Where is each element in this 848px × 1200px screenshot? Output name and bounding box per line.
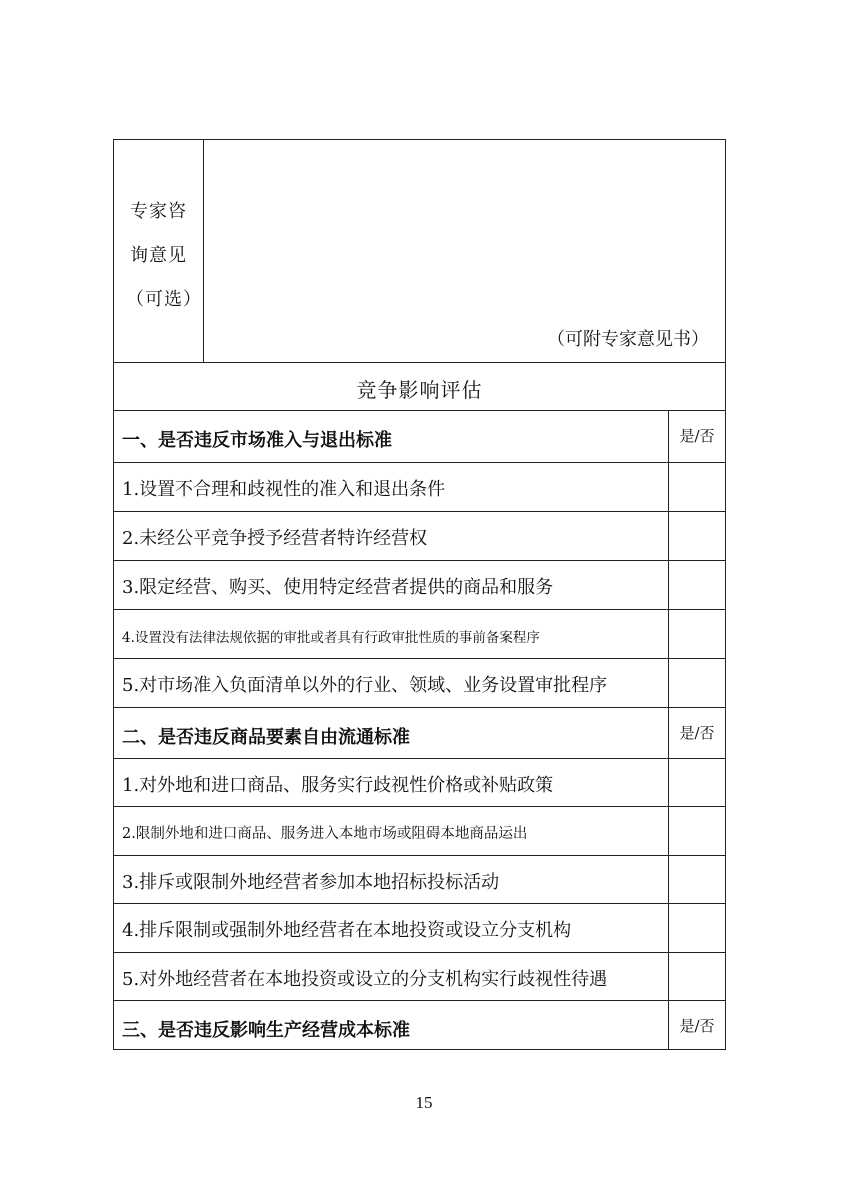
section-header-row: [114, 1000, 725, 1049]
competition-review-table: [113, 139, 726, 1050]
table-row: [114, 462, 725, 511]
criterion-text: 2.限制外地和进口商品、服务进入本地市场或阻碍本地商品运出: [122, 826, 528, 842]
section-header-row: [114, 707, 725, 758]
table-row: [114, 855, 725, 903]
yes-no-label: 是/否: [679, 1017, 715, 1035]
yes-no-answer-cell[interactable]: [668, 659, 725, 707]
criterion-text: 5.对外地经营者在本地投资或设立的分支机构实行歧视性待遇: [122, 969, 608, 990]
expert-opinion-row: [114, 140, 725, 362]
yes-no-answer-cell[interactable]: [668, 463, 725, 511]
table-row: [114, 903, 725, 952]
table-row: [114, 758, 725, 806]
criterion-text: 4.设置没有法律法规依据的审批或者具有行政审批性质的事前备案程序: [122, 630, 540, 646]
section-heading: 三、是否违反影响生产经营成本标准: [122, 1020, 410, 1041]
criterion-text: 3.限定经营、购买、使用特定经营者提供的商品和服务: [122, 577, 554, 598]
yes-no-answer-cell[interactable]: [668, 610, 725, 658]
yes-no-answer-cell[interactable]: [668, 904, 725, 952]
yes-no-answer-cell[interactable]: [668, 856, 725, 903]
criterion-text: 4.排斥限制或强制外地经营者在本地投资或设立分支机构: [122, 920, 572, 941]
expert-opinion-note: （可附专家意见书）: [547, 329, 709, 350]
yes-no-label: 是/否: [679, 427, 715, 445]
yes-no-header-cell: [668, 411, 725, 462]
expert-label-line-2: 询意见: [130, 245, 187, 266]
criterion-text: 2.未经公平竞争授予经营者特许经营权: [122, 528, 428, 549]
yes-no-label: 是/否: [679, 724, 715, 742]
criterion-text: 1.对外地和进口商品、服务实行歧视性价格或补贴政策: [122, 775, 554, 796]
yes-no-answer-cell[interactable]: [668, 512, 725, 560]
table-row: [114, 952, 725, 1000]
criterion-text: 3.排斥或限制外地经营者参加本地招标投标活动: [122, 872, 500, 893]
yes-no-header-cell: [668, 1001, 725, 1049]
section-heading: 二、是否违反商品要素自由流通标准: [122, 727, 410, 748]
table-row: [114, 609, 725, 658]
criterion-text: 1.设置不合理和歧视性的准入和退出条件: [122, 479, 446, 500]
section-header-row: [114, 410, 725, 462]
table-row: [114, 560, 725, 609]
expert-label-line-1: 专家咨: [130, 201, 187, 222]
table-title: 竞争影响评估: [356, 378, 483, 402]
section-heading: 一、是否违反市场准入与退出标准: [122, 430, 392, 451]
yes-no-header-cell: [668, 708, 725, 758]
yes-no-answer-cell[interactable]: [668, 953, 725, 1000]
expert-label-line-3: （可选）: [126, 289, 202, 310]
table-title-row: [114, 362, 725, 410]
criterion-text: 5.对市场准入负面清单以外的行业、领域、业务设置审批程序: [122, 675, 608, 696]
page-number: 15: [415, 1093, 433, 1112]
yes-no-answer-cell[interactable]: [668, 807, 725, 855]
expert-opinion-label: [114, 140, 204, 362]
table-row: [114, 658, 725, 707]
yes-no-answer-cell[interactable]: [668, 561, 725, 609]
yes-no-answer-cell[interactable]: [668, 759, 725, 806]
table-row: [114, 511, 725, 560]
table-row: [114, 806, 725, 855]
